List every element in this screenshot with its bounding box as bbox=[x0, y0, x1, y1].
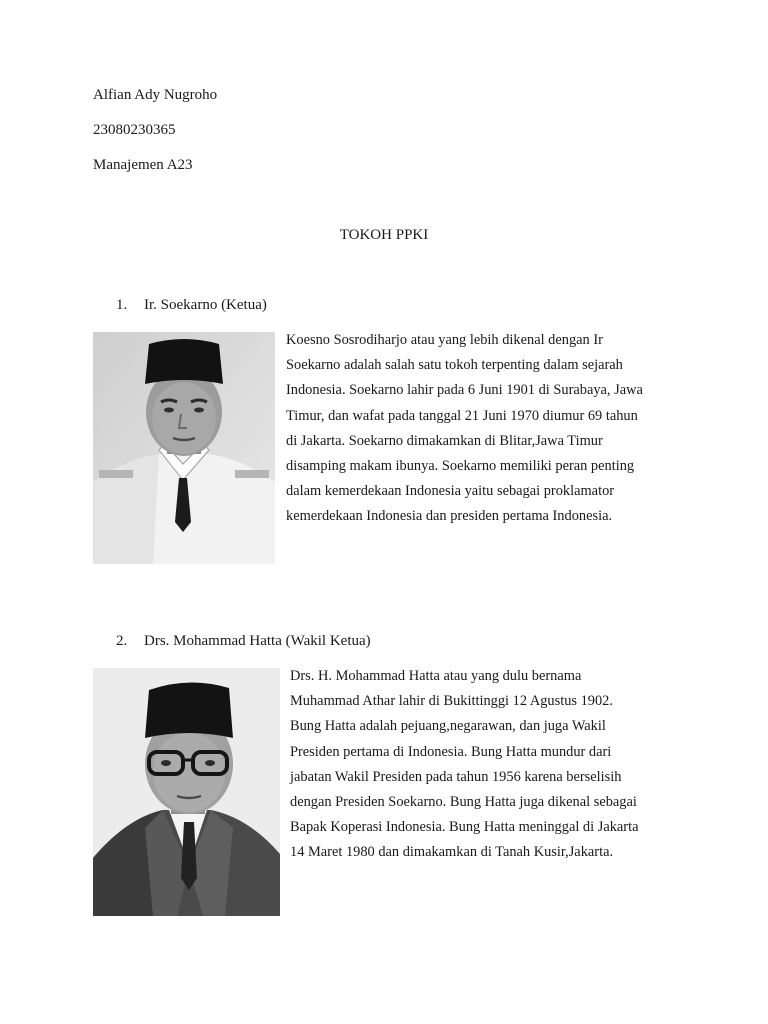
bio-line: Indonesia. Soekarno lahir pada 6 Juni 1901 di Surabaya, Jawa bbox=[286, 382, 643, 399]
document-title: TOKOH PPKI bbox=[339, 227, 429, 243]
figure-name: Drs. Mohammad Hatta (Wakil Ketua) bbox=[144, 633, 371, 649]
bio-line: Drs. H. Mohammad Hatta atau yang dulu bernama bbox=[290, 668, 582, 684]
list-number: 1. bbox=[116, 297, 128, 313]
biography-soekarno bbox=[286, 328, 643, 530]
class-name: Manajemen A23 bbox=[93, 157, 193, 173]
bio-line: kemerdekaan Indonesia dan presiden pertama Indonesia. bbox=[286, 508, 613, 525]
biography-hatta bbox=[290, 664, 638, 866]
bio-line: di Jakarta. Soekarno dimakamkan di Blitar,Jawa Timur bbox=[286, 432, 603, 449]
bio-line: jabatan Wakil Presiden pada tahun 1956 karena berselisih bbox=[290, 768, 622, 785]
figure-name: Ir. Soekarno (Ketua) bbox=[144, 297, 267, 313]
figure-heading-hatta bbox=[116, 632, 371, 650]
portrait-photo-soekarno bbox=[93, 332, 275, 564]
bio-line: Presiden pertama di Indonesia. Bung Hatta mundur dari bbox=[290, 743, 612, 760]
bio-line: Bapak Koperasi Indonesia. Bung Hatta meninggal di Jakarta bbox=[290, 819, 639, 836]
figure-heading-soekarno bbox=[116, 296, 267, 314]
bio-line: Muhammad Athar lahir di Bukittinggi 12 Agustus 1902. bbox=[290, 693, 613, 710]
list-number: 2. bbox=[116, 633, 128, 649]
bio-line: dengan Presiden Soekarno. Bung Hatta juga dikenal sebagai bbox=[290, 793, 637, 810]
bio-line: Soekarno adalah salah satu tokoh terpenting dalam sejarah bbox=[286, 357, 623, 374]
bio-line: 14 Maret 1980 dan dimakamkan di Tanah Kusir,Jakarta. bbox=[290, 844, 614, 861]
student-id: 23080230365 bbox=[93, 122, 176, 138]
portrait-photo-hatta bbox=[93, 668, 280, 916]
bio-line: Koesno Sosrodiharjo atau yang lebih dikenal dengan Ir bbox=[286, 332, 603, 348]
bio-line: Bung Hatta adalah pejuang,negarawan, dan juga Wakil bbox=[290, 718, 606, 735]
bio-line: dalam kemerdekaan Indonesia yaitu sebagai proklamator bbox=[286, 483, 615, 500]
bio-line: Timur, dan wafat pada tanggal 21 Juni 1970 diumur 69 tahun bbox=[286, 407, 638, 424]
bio-line: disamping makam ibunya. Soekarno memiliki peran penting bbox=[286, 457, 635, 474]
author-name: Alfian Ady Nugroho bbox=[93, 87, 218, 103]
